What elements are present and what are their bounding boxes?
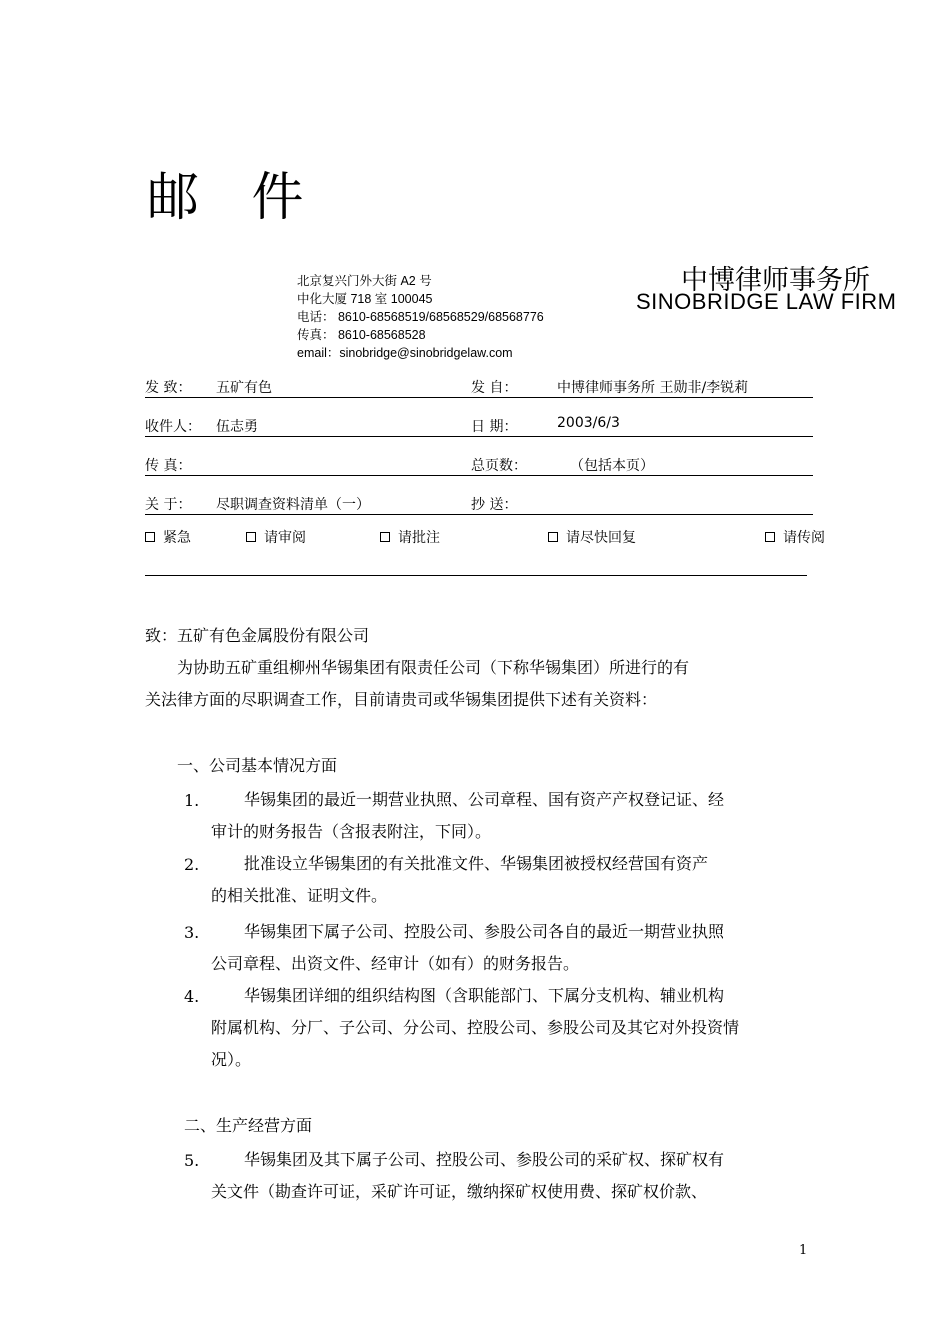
email-line: email：sinobridge@sinobridgelaw.com	[297, 346, 513, 360]
recipient-value: 伍志勇	[216, 419, 258, 435]
section-heading-1: 一、公司基本情况方面	[177, 756, 338, 775]
item-number: 2.	[184, 855, 200, 874]
checkbox-label: 请尽快回复	[566, 530, 636, 546]
to-label: 发 致：	[145, 380, 192, 396]
intro-line-2: 关法律方面的尽职调查工作，目前请贵司或华锡集团提供下述有关资料：	[145, 690, 658, 709]
item-1-line-1: 华锡集团的最近一期营业执照、公司章程、国有资产产权登记证、经	[244, 790, 725, 809]
checkbox-reply-asap[interactable]	[548, 527, 636, 547]
salutation: 致：五矿有色金属股份有限公司	[145, 626, 370, 645]
checkbox-label: 请传阅	[783, 530, 825, 546]
firm-name-chinese: 中博律师事务所	[681, 265, 870, 296]
checkbox-square-icon[interactable]	[246, 532, 256, 542]
item-2-line-1: 批准设立华锡集团的有关批准文件、华锡集团被授权经营国有资产	[244, 854, 709, 873]
firm-name-english: SINOBRIDGE LAW FIRM	[636, 289, 897, 314]
item-4-line-2: 附属机构、分厂、子公司、分公司、控股公司、参股公司及其它对外投资情	[211, 1018, 740, 1037]
address-line-2: 中化大厦 718 室 100045	[297, 292, 433, 306]
cc-label: 抄 送：	[471, 497, 518, 513]
subject-label: 关 于：	[145, 497, 192, 513]
item-5-line-1: 华锡集团及其下属子公司、控股公司、参股公司的采矿权、探矿权有	[244, 1150, 725, 1169]
from-label: 发 自：	[471, 380, 518, 396]
item-3-line-1: 华锡集团下属子公司、控股公司、参股公司各自的最近一期营业执照	[244, 922, 725, 941]
pages-label: 总页数：	[471, 458, 527, 474]
recipient-label: 收件人：	[145, 419, 201, 435]
checkbox-review[interactable]	[246, 527, 306, 547]
header-bottom-rule	[145, 575, 807, 576]
item-2-line-2: 的相关批准、证明文件。	[211, 886, 388, 905]
address-line-1: 北京复兴门外大街 A2 号	[297, 274, 432, 288]
checkbox-square-icon[interactable]	[548, 532, 558, 542]
checkbox-comment[interactable]	[380, 527, 440, 547]
date-label: 日 期：	[471, 419, 518, 435]
pages-value: （包括本页）	[570, 458, 654, 474]
header-divider	[145, 514, 813, 515]
item-1-line-2: 审计的财务报告（含报表附注，下同）。	[211, 822, 492, 841]
from-value: 中博律师事务所 王勋非/李锐莉	[557, 380, 749, 396]
checkbox-square-icon[interactable]	[380, 532, 390, 542]
checkbox-square-icon[interactable]	[145, 532, 155, 542]
firm-address-block	[297, 272, 544, 362]
fax-label: 传 真：	[145, 458, 192, 474]
header-divider	[145, 397, 813, 398]
header-divider	[145, 436, 813, 437]
fax-line: 传真： 8610-68568528	[297, 328, 426, 342]
item-4-line-1: 华锡集团详细的组织结构图（含职能部门、下属分支机构、辅业机构	[244, 986, 725, 1005]
item-4-line-3: 况）。	[211, 1050, 252, 1069]
phone-line: 电话： 8610-68568519/68568529/68568776	[297, 310, 544, 324]
header-divider	[145, 475, 813, 476]
checkbox-label: 请审阅	[264, 530, 306, 546]
item-number: 3.	[184, 923, 200, 942]
item-number: 1.	[184, 791, 200, 810]
date-value: 2003/6/3	[557, 415, 620, 431]
item-number: 5.	[184, 1151, 200, 1170]
checkbox-urgent[interactable]	[145, 527, 191, 547]
checkbox-label: 请批注	[398, 530, 440, 546]
checkbox-label: 紧急	[163, 530, 191, 546]
checkbox-square-icon[interactable]	[765, 532, 775, 542]
page-number: 1	[799, 1243, 808, 1258]
item-3-line-2: 公司章程、出资文件、经审计（如有）的财务报告。	[211, 954, 580, 973]
subject-value: 尽职调查资料清单（一）	[216, 497, 370, 513]
item-5-line-2: 关文件（勘查许可证，采矿许可证，缴纳探矿权使用费、探矿权价款、	[211, 1182, 708, 1201]
checkbox-circulate[interactable]	[765, 527, 825, 547]
intro-line-1: 为协助五矿重组柳州华锡集团有限责任公司（下称华锡集团）所进行的有	[177, 658, 690, 677]
document-title: 邮 件	[147, 168, 322, 228]
section-heading-2: 二、生产经营方面	[184, 1116, 313, 1135]
to-value: 五矿有色	[216, 380, 272, 396]
item-number: 4.	[184, 987, 200, 1006]
